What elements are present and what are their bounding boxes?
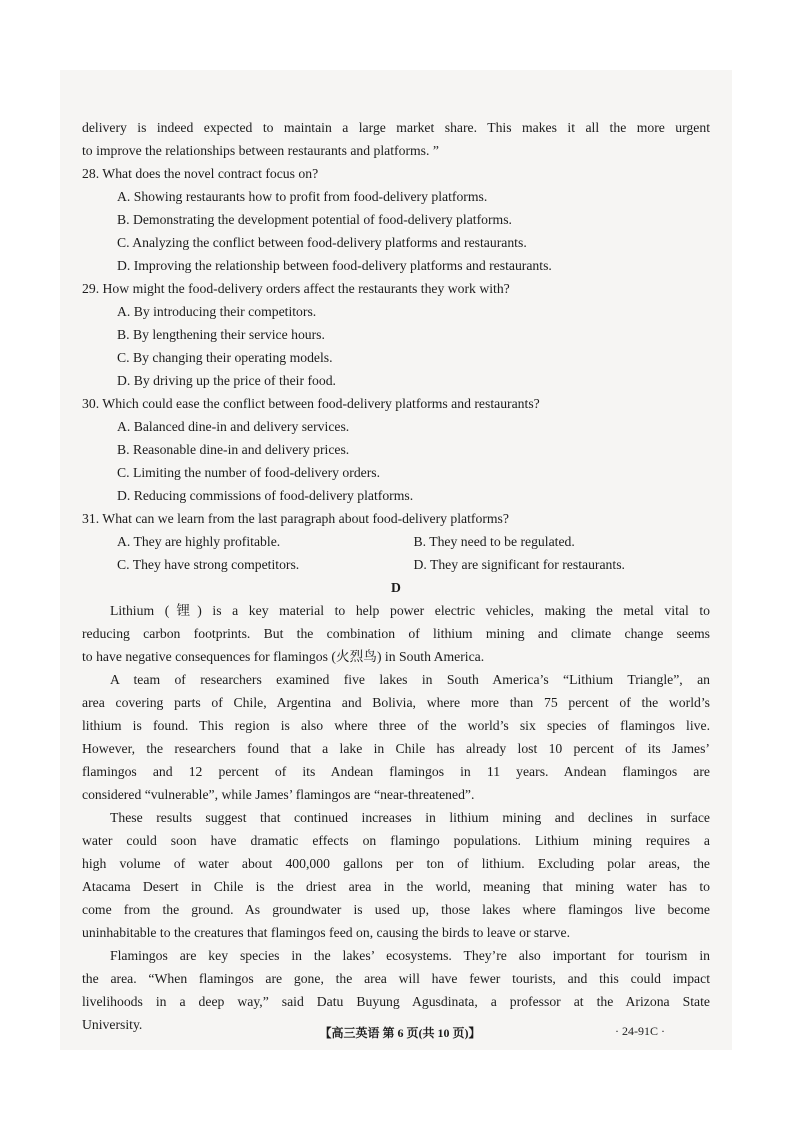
option-d: D. Improving the relationship between food-delivery platforms and restaurants. xyxy=(117,258,552,273)
text-line: to improve the relationships between restaurants and platforms. ” xyxy=(82,143,439,158)
text-line: University. xyxy=(82,1017,143,1032)
text-line: Lithium (锂) is a key material to help power electric vehicles, making the metal vital to xyxy=(110,603,710,618)
option-d: D. Reducing commissions of food-delivery platforms. xyxy=(117,488,414,503)
option-c: C. Limiting the number of food-delivery orders. xyxy=(117,465,381,480)
passage-paragraph-4 xyxy=(82,944,710,1036)
text-line: Flamingos are key species in the lakes’ ecosystems. They’re also important for tourism in xyxy=(110,948,710,963)
option-c: C. By changing their operating models. xyxy=(117,350,333,365)
text-line: to have negative consequences for flamingos (火烈鸟) in South America. xyxy=(82,649,485,664)
page-footer xyxy=(0,1024,800,1044)
section-title: D xyxy=(391,580,401,595)
text-line: considered “vulnerable”, while James’ flamingos are “near-threatened”. xyxy=(82,787,475,802)
option-b: B. Reasonable dine-in and delivery prices. xyxy=(117,442,350,457)
question-28 xyxy=(82,162,710,277)
text-line: high volume of water about 400,000 gallons per ton of lithium. Excluding polar areas, the xyxy=(82,856,710,871)
option-a: A. By introducing their competitors. xyxy=(117,304,317,319)
text-line: flamingos and 12 percent of its Andean flamingos in 11 years. Andean flamingos are xyxy=(82,764,710,779)
option-row xyxy=(82,530,710,553)
question-stem: 30. Which could ease the conflict between food-delivery platforms and restaurants? xyxy=(82,396,540,411)
question-stem: 29. How might the food-delivery orders affect the restaurants they work with? xyxy=(82,281,510,296)
question-stem: 31. What can we learn from the last paragraph about food-delivery platforms? xyxy=(82,511,509,526)
text-line: come from the ground. As groundwater is used up, those lakes where flamingos live become xyxy=(82,902,710,917)
question-29 xyxy=(82,277,710,392)
text-line: lithium is found. This region is also where three of the world’s six species of flamingos live. xyxy=(82,718,710,733)
option-a: A. Balanced dine-in and delivery services. xyxy=(117,419,350,434)
text-line: These results suggest that continued increases in lithium mining and declines in surface xyxy=(110,810,710,825)
text-line: However, the researchers found that a lake in Chile has already lost 10 percent of its James’ xyxy=(82,741,710,756)
text-line: uninhabitable to the creatures that flamingos feed on, causing the birds to leave or starve. xyxy=(82,925,571,940)
footer-page-label: 【高三英语 第 6 页(共 10 页)】 xyxy=(319,1026,481,1040)
footer-code: · 24-91C · xyxy=(615,1024,665,1038)
option-row xyxy=(82,553,710,576)
passage-paragraph-1 xyxy=(82,599,710,668)
text-line: A team of researchers examined five lakes in South America’s “Lithium Triangle”, an xyxy=(110,672,710,687)
text-line: livelihoods in a deep way,” said Datu Buyung Agusdinata, a professor at the Arizona State xyxy=(82,994,710,1009)
exam-page xyxy=(82,116,710,1036)
option-b: B. Demonstrating the development potential of food-delivery platforms. xyxy=(117,212,512,227)
text-line: water could soon have dramatic effects on flamingo populations. Lithium mining requires a xyxy=(82,833,710,848)
option-b: B. By lengthening their service hours. xyxy=(117,327,325,342)
option-a: A. They are highly profitable. xyxy=(117,534,281,549)
intro-paragraph xyxy=(82,116,710,162)
option-a: A. Showing restaurants how to profit from food-delivery platforms. xyxy=(117,189,488,204)
option-d: D. They are significant for restaurants. xyxy=(413,557,625,572)
passage-paragraph-3 xyxy=(82,806,710,944)
question-stem: 28. What does the novel contract focus on? xyxy=(82,166,319,181)
option-b: B. They need to be regulated. xyxy=(413,534,575,549)
text-line: the area. “When flamingos are gone, the area will have fewer tourists, and this could impact xyxy=(82,971,710,986)
passage-paragraph-2 xyxy=(82,668,710,806)
text-line: area covering parts of Chile, Argentina and Bolivia, where more than 75 percent of the world’s xyxy=(82,695,710,710)
option-c: C. They have strong competitors. xyxy=(117,557,300,572)
option-c: C. Analyzing the conflict between food-delivery platforms and restaurants. xyxy=(117,235,527,250)
text-line: reducing carbon footprints. But the combination of lithium mining and climate change seems xyxy=(82,626,710,641)
text-line: delivery is indeed expected to maintain a large market share. This makes it all the more urgent xyxy=(82,120,710,135)
question-30 xyxy=(82,392,710,507)
question-31 xyxy=(82,507,710,576)
option-d: D. By driving up the price of their food. xyxy=(117,373,336,388)
text-line: Atacama Desert in Chile is the driest area in the world, meaning that mining water has to xyxy=(82,879,710,894)
